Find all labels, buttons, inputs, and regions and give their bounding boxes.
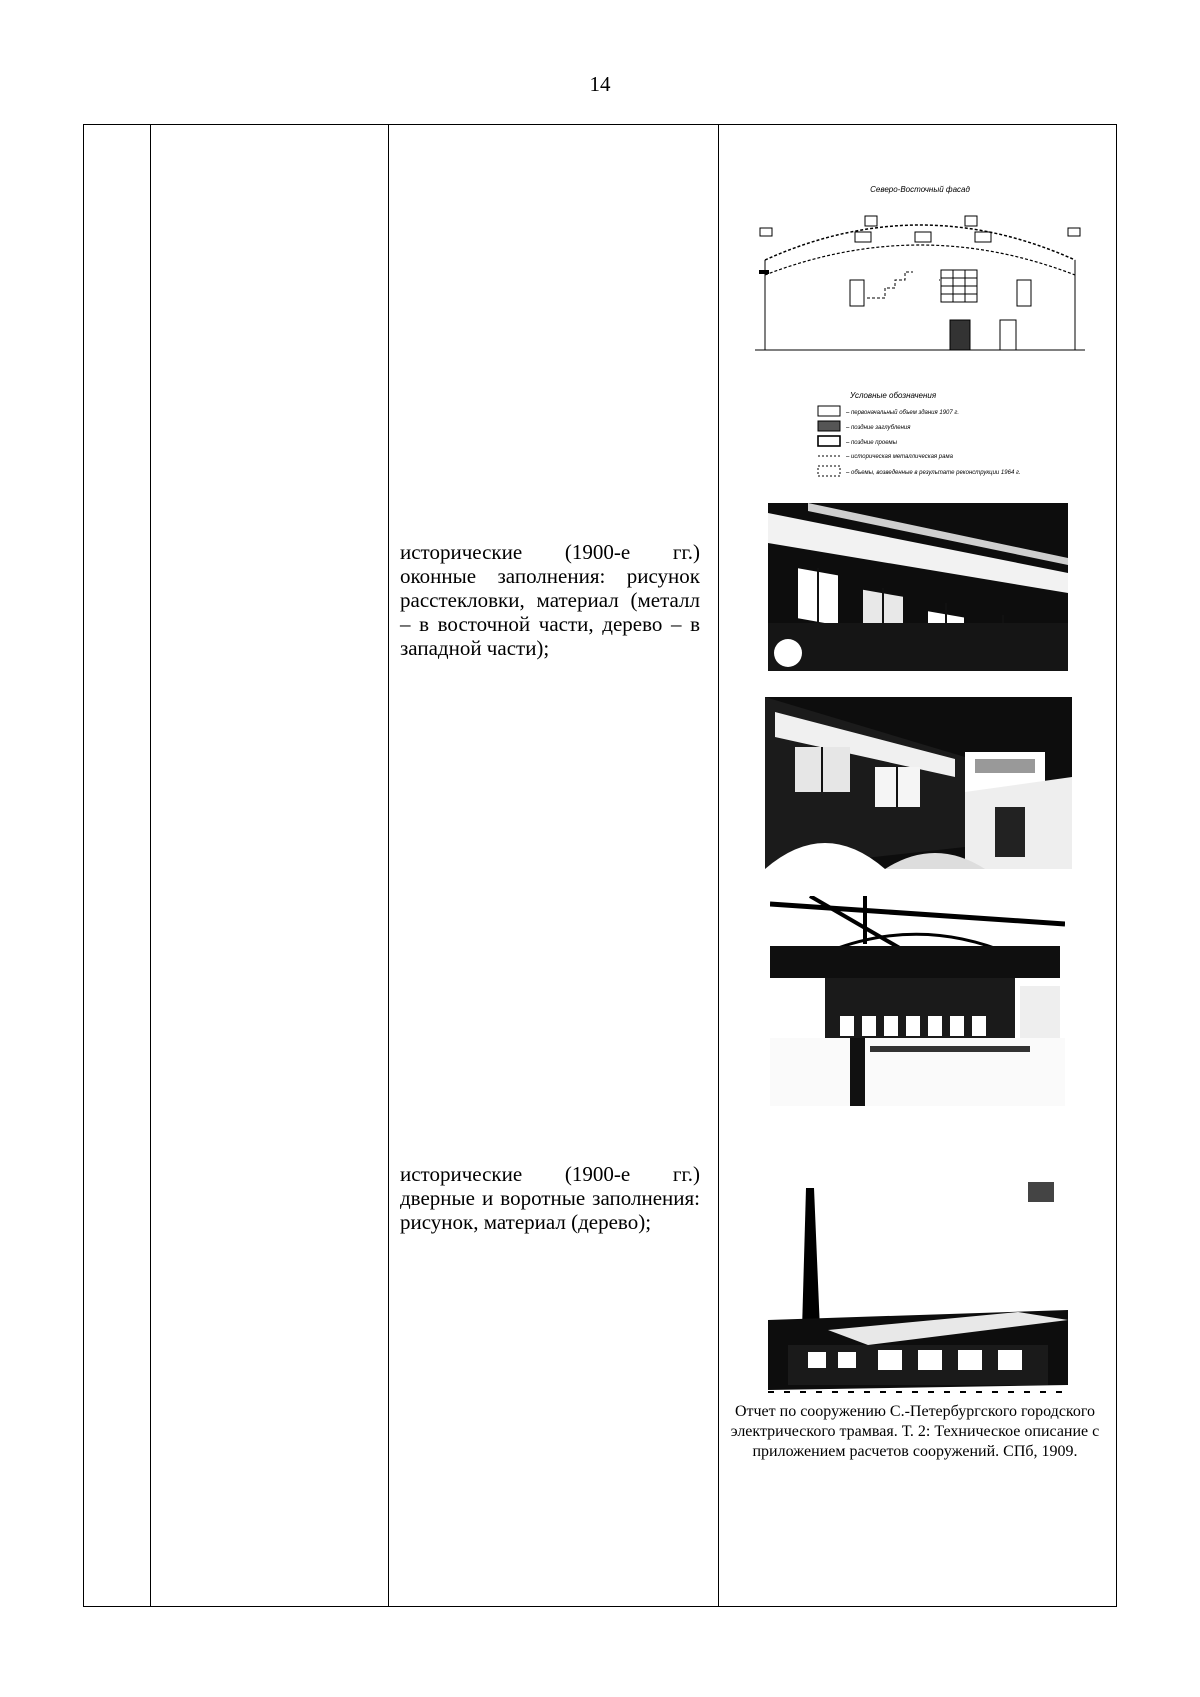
legend-item-3: – поздние проемы [846, 440, 898, 446]
photo-caption: Отчет по сооружению С.-Петербургского городского электрического трамвая. Т. 2: Техническое описание с приложением расчетов сооружений. СПб, 1909. [730, 1403, 1100, 1460]
item-window-fillings: исторические (1900-е гг.) оконные заполнения: рисунок расстекловки, материал (металл – в восточной части, дерево – в западной части); [400, 540, 700, 660]
facade-drawing-title: Северо-Восточный фасад [870, 185, 970, 194]
item-door-fillings: исторические (1900-е гг.) дверные и воротные заполнения: рисунок, материал (дерево); [400, 1162, 700, 1234]
page-number: 14 [589, 72, 611, 96]
photo-facade-windows [768, 503, 1068, 671]
legend-title: Условные обозначения [850, 391, 937, 400]
legend-item-2: – поздние заглубления [846, 425, 911, 431]
photo-window-frame [770, 896, 1065, 1106]
photo-courtyard [765, 697, 1072, 869]
column-divider-1 [150, 125, 151, 1606]
legend-item-4: – историческая металлическая рама [846, 454, 953, 460]
legend-item-1: – первоначальный объем здания 1907 г. [846, 410, 960, 416]
column-divider-2 [388, 125, 389, 1606]
legend [810, 388, 1080, 496]
photo-historic-depot [768, 1180, 1068, 1400]
facade-drawing [755, 180, 1085, 355]
legend-item-5: – объемы, возведенные в результате реконструкции 1964 г. [846, 470, 1021, 476]
column-divider-3 [718, 125, 719, 1606]
